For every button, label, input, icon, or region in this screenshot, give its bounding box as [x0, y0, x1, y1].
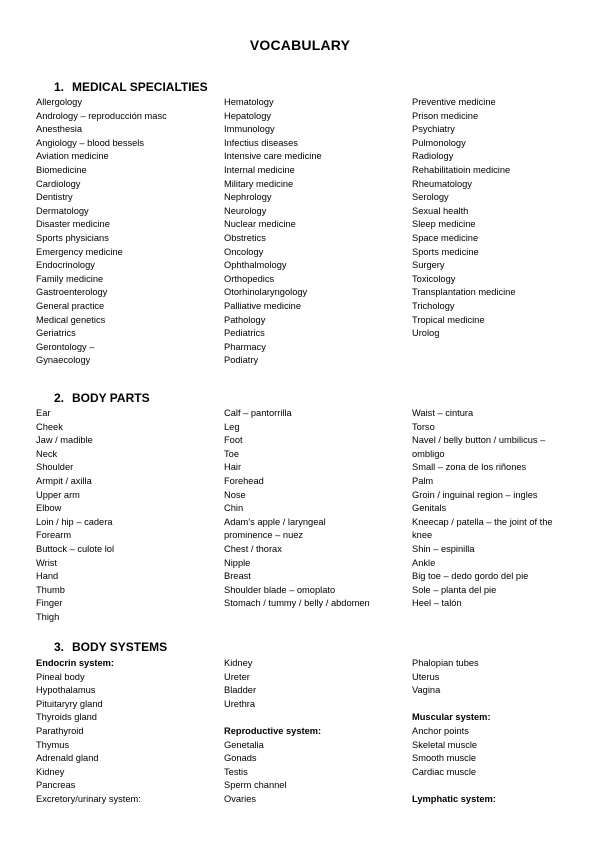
list-item: Groin / inguinal region – ingles [412, 489, 538, 500]
section-number: 2. [54, 391, 65, 405]
list-item: Family medicine [36, 273, 104, 284]
subheading-lymphatic-system: Lymphatic system: [412, 793, 496, 804]
list-item: Ureter [224, 671, 250, 682]
list-item: Emergency medicine [36, 246, 123, 257]
list-item: Parathyroid [36, 725, 84, 736]
list-item: Andrology – reproducción masc [36, 110, 167, 121]
specialties-column-3 [412, 96, 572, 341]
subheading-reproductive-system: Reproductive system: [224, 725, 322, 736]
subheading-endocrin-system: Endocrin system: [36, 658, 115, 668]
list-item: Nose [224, 489, 246, 500]
list-item: Thigh [36, 611, 60, 622]
list-item: Hepatology [224, 110, 272, 121]
list-item: Disaster medicine [36, 219, 110, 230]
list-item: Serology [412, 192, 449, 203]
list-item: Hematology [224, 97, 274, 107]
body-systems-column-1 [36, 657, 216, 807]
list-item: Forearm [36, 530, 72, 541]
list-item: Ear [36, 408, 51, 418]
list-item: Dentistry [36, 192, 73, 203]
list-item: Nephrology [224, 192, 272, 203]
list-item: Infectius diseases [224, 137, 298, 148]
list-item: Podiatry [224, 355, 259, 366]
list-item: Testis [224, 766, 248, 777]
list-item: Otorhinolaryngology [224, 287, 308, 298]
list-item: Thumb [36, 584, 65, 595]
list-item: Allergology [36, 97, 82, 107]
list-item: Transplantation medicine [412, 287, 516, 298]
list-item: Medical genetics [36, 314, 106, 325]
list-item: Sleep medicine [412, 219, 476, 230]
list-item: Stomach / tummy / belly / abdomen [224, 598, 370, 609]
list-item: Palliative medicine [224, 300, 301, 311]
list-item: Pancreas [36, 780, 76, 791]
list-item: Calf – pantorrilla [224, 408, 292, 418]
list-item: Anchor points [412, 725, 469, 736]
list-item: Adrenald gland [36, 753, 99, 764]
list-item: Armpit / axilla [36, 475, 92, 486]
list-item: Neurology [224, 205, 267, 216]
list-item: Trichology [412, 300, 455, 311]
list-item: Cheek [36, 421, 63, 432]
list-item: Foot [224, 435, 243, 446]
list-item: Pathology [224, 314, 266, 325]
section-heading-medical-specialties [54, 80, 208, 94]
list-item: Military medicine [224, 178, 294, 189]
list-item: Sole – planta del pie [412, 584, 497, 595]
list-item: Cardiac muscle [412, 766, 477, 777]
list-item: Shoulder [36, 462, 74, 473]
body-parts-column-1 [36, 407, 216, 625]
list-item: Surgery [412, 260, 445, 271]
list-item: Adam’s apple / laryngeal prominence – nuez [224, 516, 326, 541]
list-item: Sperm channel [224, 780, 287, 791]
list-item: Thymus [36, 739, 70, 750]
section-title: MEDICAL SPECIALTIES [72, 80, 208, 94]
list-item: Small – zona de los riñones [412, 462, 527, 473]
list-item: Genetalia [224, 739, 264, 750]
list-item: Hand [36, 571, 59, 582]
list-item: Uterus [412, 671, 440, 682]
list-item: Shoulder blade – omoplato [224, 584, 336, 595]
list-item: Skeletal muscle [412, 739, 478, 750]
list-item: Kneecap / patella – the joint of the knee [412, 516, 553, 541]
section-heading-body-systems [54, 640, 167, 654]
list-item: Sports physicians [36, 232, 109, 243]
list-item: Genitals [412, 503, 447, 514]
section-title: BODY PARTS [72, 391, 150, 405]
list-item: Geriatrics [36, 328, 76, 339]
list-item: Pediatrics [224, 328, 265, 339]
list-item: Dermatology [36, 205, 89, 216]
list-item: Palm [412, 475, 434, 486]
list-item: Gerontology – [36, 341, 95, 352]
list-item: Ophthalmology [224, 260, 287, 271]
list-item: Big toe – dedo gordo del pie [412, 571, 529, 582]
list-item: Gastroenterology [36, 287, 108, 298]
list-item: Nipple [224, 557, 251, 568]
list-item: General practice [36, 300, 105, 311]
list-item: Wrist [36, 557, 57, 568]
list-item: Chin [224, 503, 244, 514]
list-item: Rheumatology [412, 178, 472, 189]
list-item: Ankle [412, 557, 436, 568]
list-item: Immunology [224, 124, 275, 135]
list-item: Kidney [224, 658, 253, 668]
list-item: Oncology [224, 246, 264, 257]
list-item: Jaw / madible [36, 435, 93, 446]
section-heading-body-parts [54, 391, 150, 405]
list-item: Aviation medicine [36, 151, 109, 162]
list-item: Chest / thorax [224, 543, 282, 554]
list-item: Preventive medicine [412, 97, 496, 107]
list-item: Intensive care medicine [224, 151, 322, 162]
spacer [412, 698, 572, 712]
list-item: Shin – espinilla [412, 543, 475, 554]
list-item: Pituitaryry gland [36, 698, 103, 709]
page-title: VOCABULARY [249, 37, 351, 53]
section-number: 3. [54, 640, 65, 654]
spacer [412, 779, 572, 793]
list-item: Psychiatry [412, 124, 455, 135]
list-item: Biomedicine [36, 164, 87, 175]
list-item: Toe [224, 448, 239, 459]
list-item: Kidney [36, 766, 65, 777]
list-item: Forehead [224, 475, 264, 486]
list-item: Finger [36, 598, 63, 609]
list-item: Endocrinology [36, 260, 95, 271]
list-item: Ovaries [224, 793, 257, 804]
list-item: Pulmonology [412, 137, 466, 148]
list-item: Sexual health [412, 205, 469, 216]
list-item: Hair [224, 462, 242, 473]
subheading-muscular-system: Muscular system: [412, 712, 491, 723]
list-item: Prison medicine [412, 110, 479, 121]
body-systems-column-2 [224, 657, 374, 807]
list-item: Loin / hip – cadera [36, 516, 113, 527]
list-item: Leg [224, 421, 240, 432]
list-item: Angiology – blood bessels [36, 137, 145, 148]
body-systems-column-3 [412, 657, 572, 807]
list-item: Torso [412, 421, 435, 432]
list-item: Breast [224, 571, 251, 582]
list-item: Cardiology [36, 178, 81, 189]
list-item: Gynaecology [36, 355, 91, 366]
list-item: Pineal body [36, 671, 85, 682]
list-item: Internal medicine [224, 164, 295, 175]
section-title: BODY SYSTEMS [72, 640, 168, 654]
list-item: Space medicine [412, 232, 479, 243]
list-item: Orthopedics [224, 273, 275, 284]
specialties-column-2 [224, 96, 374, 368]
list-item: Vagina [412, 685, 441, 696]
list-item: Elbow [36, 503, 62, 514]
list-item: Rehabilitatioin medicine [412, 164, 511, 175]
list-item: Anesthesia [36, 124, 82, 135]
list-item: Smooth muscle [412, 753, 477, 764]
list-item: Thyroids gland [36, 712, 97, 723]
specialties-column-1 [36, 96, 216, 368]
list-item: Navel / belly button / umbilicus – ombligo [412, 435, 546, 459]
list-item: Sports medicine [412, 246, 479, 257]
list-item: Toxicology [412, 273, 456, 284]
list-item: Neck [36, 448, 58, 459]
list-item: Tropical medicine [412, 314, 485, 325]
list-item: Phalopian tubes [412, 658, 479, 668]
list-item: Gonads [224, 753, 257, 764]
list-item: Pharmacy [224, 341, 266, 352]
spacer [224, 711, 374, 725]
list-item: Bladder [224, 685, 257, 696]
subheading-excretory-system: Excretory/urinary system: [36, 793, 141, 804]
list-item: Heel – talón [412, 598, 462, 609]
list-item: Urolog [412, 328, 440, 339]
list-item: Radiology [412, 151, 454, 162]
list-item: Hypothalamus [36, 685, 96, 696]
list-item: Waist – cintura [412, 408, 474, 418]
list-item: Obstretics [224, 232, 266, 243]
list-item: Urethra [224, 698, 256, 709]
section-number: 1. [54, 80, 65, 94]
list-item: Nuclear medicine [224, 219, 296, 230]
body-parts-column-3 [412, 407, 572, 611]
list-item: Upper arm [36, 489, 80, 500]
body-parts-column-2 [224, 407, 374, 611]
list-item: Buttock – culote lol [36, 543, 115, 554]
